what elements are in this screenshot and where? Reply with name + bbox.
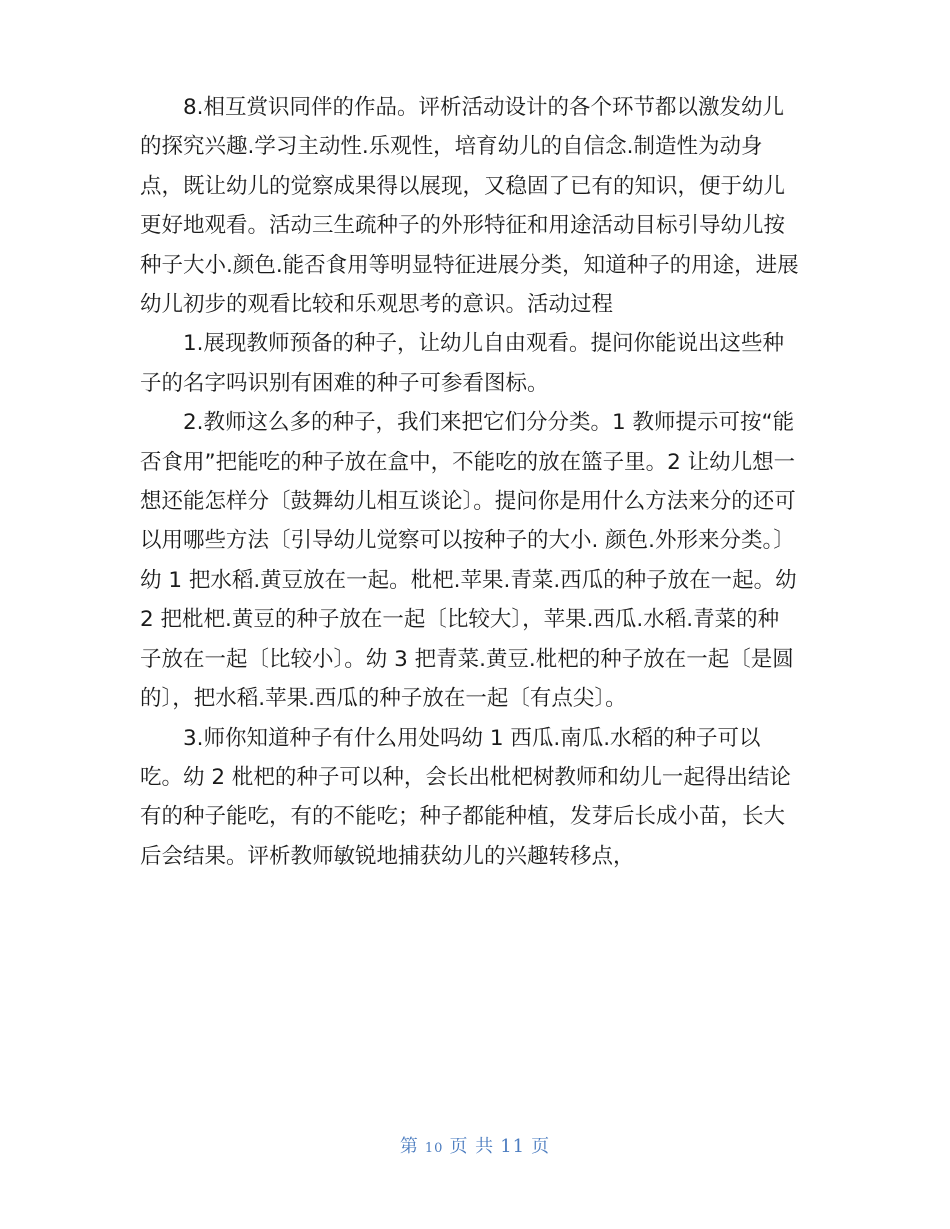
footer-total-pages: 11 — [500, 1136, 526, 1157]
paragraph-3: 2.教师这么多的种子，我们来把它们分分类。1 教师提示可按“能否食用”把能吃的种子放在盒中，不能吃的放在篮子里。2 让幼儿想一想还能怎样分〔鼓舞幼儿相互谈论〕。提问你是用什么方法来分的还可以用哪些方法〔引导幼儿觉察可以按种子的大小. 颜色.外形来分类。〕幼 1 把水稻.黄豆放在一起。枇杷.苹果.青菜.西瓜的种子放在一起。幼 2 把枇杷.黄豆的种子放在一起〔比较大〕，苹果.西瓜.水稻.青菜的种子放在一起〔比较小〕。幼 3 把青菜.黄豆.枇杷的种子放在一起〔是圆的〕，把水稻.苹果.西瓜的种子放在一起〔有点尖〕。 — [140, 410, 797, 712]
document-body — [140, 88, 800, 876]
footer-middle: 页 共 — [449, 1136, 495, 1157]
footer-current-page: 10 — [424, 1141, 444, 1156]
footer-suffix: 页 — [531, 1136, 551, 1157]
paragraph-1: 8.相互赏识同伴的作品。评析活动设计的各个环节都以激发幼儿的探究兴趣.学习主动性.乐观性，培育幼儿的自信念.制造性为动身点，既让幼儿的觉察成果得以展现，又稳固了已有的知识，便于幼儿更好地观看。活动三生疏种子的外形特征和用途活动目标引导幼儿按种子大小.颜色.能否食用等明显特征进展分类，知道种子的用途，进展幼儿初步的观看比较和乐观思考的意识。活动过程 — [140, 95, 799, 318]
paragraph-4: 3.师你知道种子有什么用处吗幼 1 西瓜.南瓜.水稻的种子可以吃。幼 2 枇杷的种子可以种，会长出枇杷树教师和幼儿一起得出结论有的种子能吃，有的不能吃；种子都能种植，发芽后长成小苗，长大后会结果。评析教师敏锐地捕获幼儿的兴趣转移点， — [140, 725, 791, 869]
page-footer — [0, 1132, 950, 1158]
footer-prefix: 第 — [399, 1136, 419, 1157]
paragraph-2: 1.展现教师预备的种子，让幼儿自由观看。提问你能说出这些种子的名字吗识别有困难的种子可参看图标。 — [140, 331, 785, 396]
